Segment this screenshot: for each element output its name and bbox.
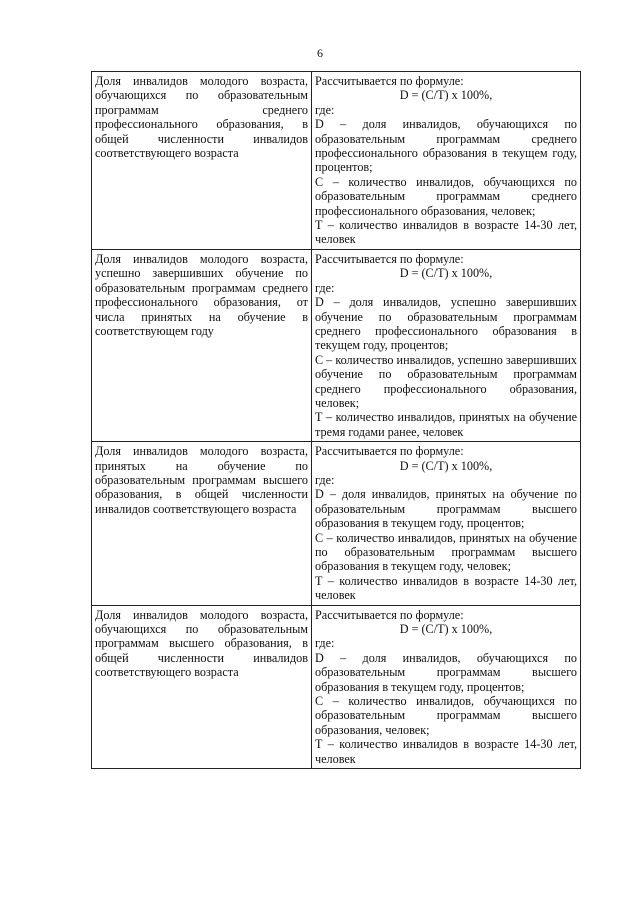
formula: D = (C/T) x 100%, xyxy=(399,88,493,103)
method-cell xyxy=(312,249,581,441)
t-definition: T – количество инвалидов в возрасте 14-30 лет, человек xyxy=(315,737,577,766)
table-row xyxy=(92,442,581,605)
where-label: где: xyxy=(315,280,335,295)
t-definition: T – количество инвалидов в возрасте 14-30 лет, человек xyxy=(315,218,577,247)
formula: D = (C/T) x 100%, xyxy=(399,458,493,473)
where-label: где: xyxy=(315,472,335,487)
method-intro: Рассчитывается по формуле: xyxy=(315,74,464,88)
t-definition: T – количество инвалидов в возрасте 14-30 лет, человек xyxy=(315,573,577,603)
table-row xyxy=(92,72,581,250)
d-definition: D – доля инвалидов, обучающихся по образовательным программам среднего профессионального образования в текущем году, процентов; xyxy=(315,117,577,175)
indicators-table xyxy=(91,71,581,769)
indicator-cell: Доля инвалидов молодого возраста, принятых на обучение по образовательным программам высшего образования, в общей численности инвалидов соответствующего возраста xyxy=(92,442,312,605)
method-intro: Рассчитывается по формуле: xyxy=(315,444,464,459)
c-definition: C – количество инвалидов, обучающихся по образовательным программам среднего профессионального образования, человек; xyxy=(315,174,577,218)
c-definition: C – количество инвалидов, принятых на обучение по образовательным программам высшего образования в текущем году, человек; xyxy=(315,530,577,574)
formula: D = (C/T) x 100%, xyxy=(399,266,493,281)
d-definition: D – доля инвалидов, принятых на обучение по образовательным программам высшего образования в текущем году, процентов; xyxy=(315,487,577,531)
indicator-cell: Доля инвалидов молодого возраста, успешно завершивших обучение по образовательным программам среднего профессионального образования, от числа принятых на обучение в соответствующем году xyxy=(92,249,312,441)
t-definition: T – количество инвалидов, принятых на обучение тремя годами ранее, человек xyxy=(315,410,577,439)
table-row xyxy=(92,249,581,441)
indicator-cell: Доля инвалидов молодого возраста, обучающихся по образовательным программам высшего образования, в общей численности инвалидов соответствующего возраста xyxy=(92,605,312,768)
method-intro: Рассчитывается по формуле: xyxy=(315,251,464,266)
method-cell xyxy=(312,72,581,250)
d-definition: D – доля инвалидов, обучающихся по образовательным программам высшего образования в текущем году, процентов; xyxy=(315,650,577,694)
page-number: 6 xyxy=(317,46,323,60)
indicator-cell: Доля инвалидов молодого возраста, обучающихся по образовательным программам среднего профессионального образования, в общей численности инвалидов соответствующего возраста xyxy=(92,72,312,250)
where-label: где: xyxy=(315,636,335,651)
d-definition: D – доля инвалидов, успешно завершивших обучение по образовательным программам среднего профессионального образования в текущем году, процентов; xyxy=(315,295,577,353)
c-definition: C – количество инвалидов, обучающихся по образовательным программам высшего образования, человек; xyxy=(315,694,577,737)
c-definition: C – количество инвалидов, успешно завершивших обучение по образовательным программам среднего профессионального образования, человек; xyxy=(315,352,578,410)
formula: D = (C/T) x 100%, xyxy=(399,622,493,637)
table-row xyxy=(92,605,581,768)
method-cell xyxy=(312,605,581,768)
where-label: где: xyxy=(315,102,335,117)
method-intro: Рассчитывается по формуле: xyxy=(315,607,464,622)
method-cell xyxy=(312,442,581,605)
